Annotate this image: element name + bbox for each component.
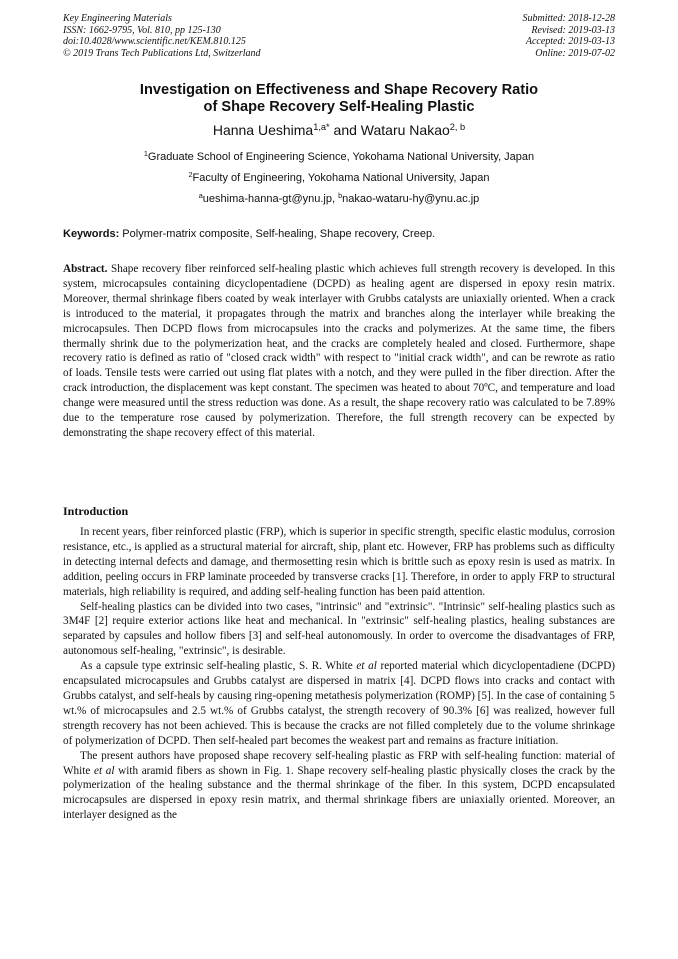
intro-paragraph-4 bbox=[63, 749, 615, 824]
keywords bbox=[63, 228, 615, 241]
intro-paragraph-2: Self-healing plastics can be divided into two cases, "intrinsic" and "extrinsic". "Intrinsic" self-healing plastics such as 3M4F [2] require exterior actions like heat and mechanical. In "extrinsic" self-healing plastics, healing substances are separated by capsules and hollow fibers [3] and self-heal autonomously. In order to overcome the disadvantages of FRP, autonomous self-healing, "extrinsic", is desirable. bbox=[63, 600, 615, 658]
title-line-1: Investigation on Effectiveness and Shape Recovery Ratio bbox=[139, 82, 539, 98]
intro-p4-text-b: with aramid fibers as shown in Fig. 1. Shape recovery self-healing plastic physically closes the crack by the polymerization of the healing substance and the thermal shrinkage of the fiber. In this system, DCPD encapsulated microcapsules are dispersed in epoxy resin matrix, and thermal shrinkage fibers are uniaxially oriented. Moreover, an interlayer designed as the bbox=[63, 764, 615, 822]
issn-volume: ISSN: 1662-9795, Vol. 810, pp 125-130 bbox=[63, 24, 221, 36]
email-line bbox=[63, 193, 615, 206]
title-line-2: of Shape Recovery Self-Healing Plastic bbox=[203, 99, 475, 115]
copyright: © 2019 Trans Tech Publications Ltd, Switzerland bbox=[63, 47, 261, 59]
email-b[interactable]: nakao-wataru-hy@ynu.ac.jp bbox=[342, 193, 480, 205]
journal-name: Key Engineering Materials bbox=[63, 13, 172, 24]
author-1: Hanna Ueshima bbox=[212, 122, 314, 138]
intro-p4-text-a: The present authors have proposed shape recovery self-healing plastic as FRP with self-healing function: material of White bbox=[63, 749, 615, 777]
intro-paragraph-3 bbox=[63, 659, 615, 748]
email-a-marker: a bbox=[198, 191, 203, 201]
intro-p3-etal: et al bbox=[356, 660, 377, 673]
introduction-body bbox=[63, 525, 615, 823]
affiliation-2-text: Faculty of Engineering, Yokohama National University, Japan bbox=[192, 172, 490, 184]
online-date: Online: 2019-07-02 bbox=[535, 47, 615, 59]
intro-p4-etal: et al bbox=[94, 764, 115, 777]
intro-p3-text-a: As a capsule type extrinsic self-healing plastic, S. R. White bbox=[80, 660, 357, 673]
affiliation-1-text: Graduate School of Engineering Science, Yokohama National University, Japan bbox=[147, 151, 535, 163]
journal-header-right bbox=[523, 13, 616, 59]
abstract-text: Shape recovery fiber reinforced self-healing plastic which achieves full strength recovery is developed. In this system, microcapsules containing dicyclopentadiene (DCPD) as healing agent are dispersed in epoxy resin matrix. Moreover, thermal shrinkage fibers coated by weak interlayer with Grubbs catalysts are uniaxially oriented. When a crack is introduced to the material, it propagates through the matrix and branches along the interlayer while breaking the microcapsules. Then DCPD flows from microcapsules into the cracks and polymerizes. At the same time, the fibers thermally shrink due to the polymerization heat, and the cracks are completely healed and closed. Furthermore, shape recovery ratio is defined as ratio of "closed crack width" with respect to "initial crack width", and can be rewrote as ratio of loads. Tensile tests were carried out using flat plates with a notch, and they were pulled in the fiber direction. After the crack introduction, the displacement was kept constant. The specimen was heated to about 70ºC, and temperature and load change were measured until the stress reduction was done. As a result, the shape recovery ratio was calculated to be 7.89% due to the temperature rose caused by polymerization. Therefore, the full strength recovery can be expected by demonstrating the shape recovery effect of this material. bbox=[63, 263, 615, 439]
affiliation-1 bbox=[63, 151, 615, 164]
author-2: Wataru Nakao bbox=[360, 122, 450, 138]
abstract bbox=[63, 262, 615, 441]
paper-title bbox=[63, 82, 615, 116]
affiliation-2 bbox=[63, 172, 615, 185]
introduction-heading: Introduction bbox=[63, 504, 129, 518]
keywords-label: Keywords: bbox=[63, 228, 120, 240]
email-b-marker: b bbox=[338, 191, 343, 201]
accepted-date: Accepted: 2019-03-13 bbox=[525, 36, 615, 48]
intro-paragraph-1: In recent years, fiber reinforced plastic (FRP), which is superior in specific strength, specific elastic modulus, corrosion resistance, etc., is applied as a structural material for aircraft, ship, plant etc. However, FRP has problems such as difficulty in detecting internal defects and damage, and thermosetting resin which is brittle such as epoxy resin is used as matrix. In addition, peeling occurs in FRP laminate proceeded by transverse cracks [1]. Therefore, in order to apply FRP to structural materials, high reliability is required, and adding self-healing function has been paid attention. bbox=[63, 526, 615, 598]
author-connector: and bbox=[329, 122, 361, 138]
revised-date: Revised: 2019-03-13 bbox=[531, 24, 615, 36]
email-a[interactable]: ueshima-hanna-gt@ynu.jp, bbox=[202, 193, 339, 205]
author-2-superscript: 2, b bbox=[449, 121, 466, 132]
abstract-label: Abstract. bbox=[63, 263, 108, 275]
intro-p3-text-b: reported material which dicyclopentadiene (DCPD) encapsulated microcapsules and Grubbs catalyst are dispersed in matrix [4]. DCPD flows into cracks and contact with Grubbs catalyst, and self-heals by causing ring-opening metathesis polymerization (ROMP) [5]. In the case of containing 5 wt.% of microcapsules and 2.5 wt.% of Grubbs catalyst, the strength recovery of 90.3% [6] was realized, however full strength recovery has not been achieved. This is because the cracks are not filled completely due to the volume shrinkage of polymerization of DCPD. Then self-healed part becomes the weakest part and remains as fracture initiation. bbox=[63, 660, 615, 747]
affiliation-1-marker: 1 bbox=[143, 149, 148, 159]
affiliation-2-marker: 2 bbox=[188, 170, 193, 180]
keywords-text: Polymer-matrix composite, Self-healing, Shape recovery, Creep. bbox=[119, 228, 436, 240]
author-list bbox=[63, 122, 615, 138]
doi[interactable]: doi:10.4028/www.scientific.net/KEM.810.125 bbox=[63, 36, 246, 48]
journal-header-left bbox=[63, 13, 261, 59]
submitted-date: Submitted: 2018-12-28 bbox=[522, 13, 615, 24]
author-1-superscript: 1,a* bbox=[313, 121, 330, 132]
